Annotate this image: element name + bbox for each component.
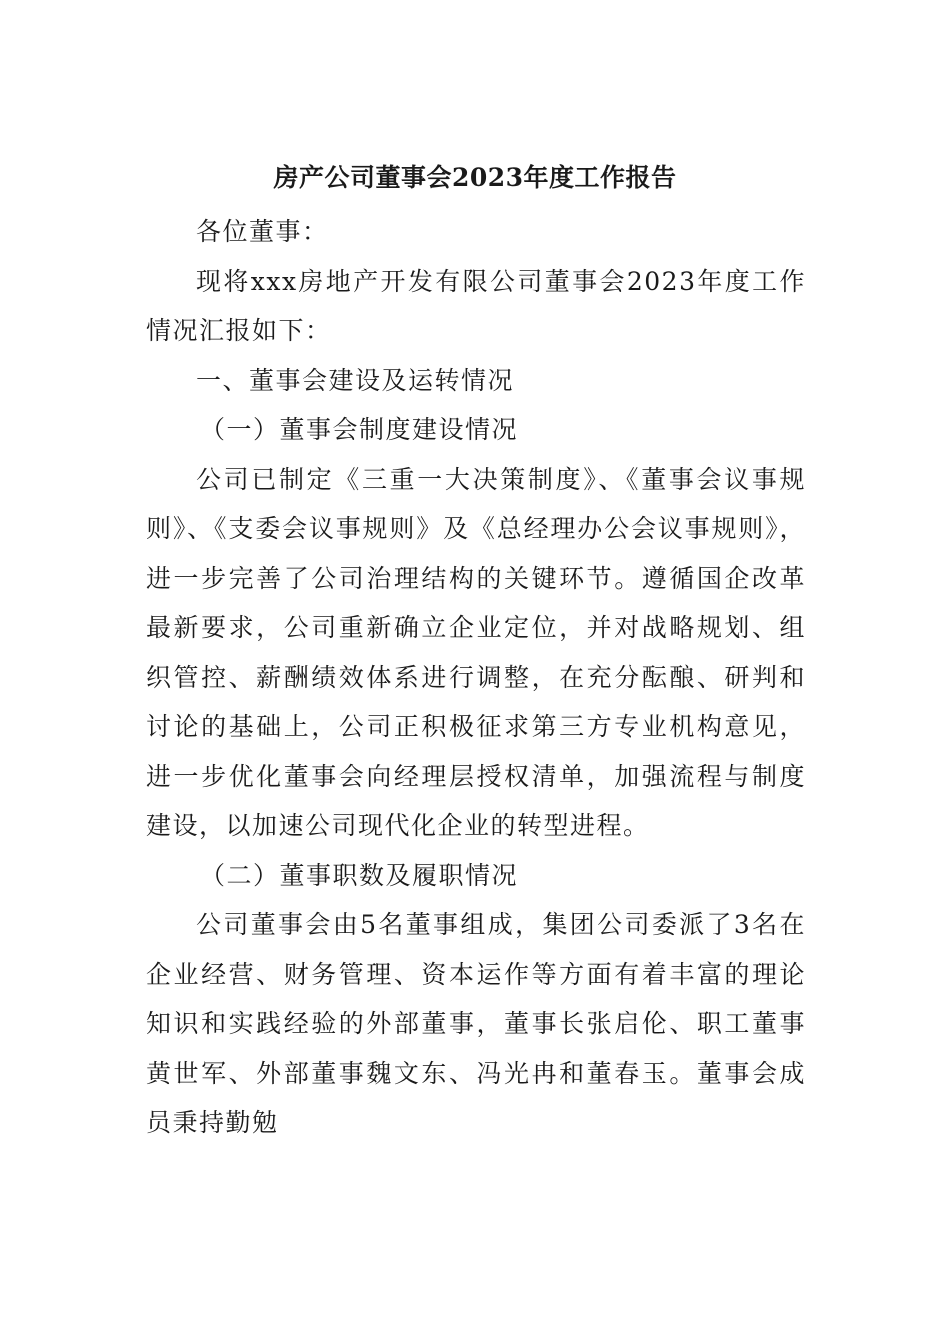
- subsection-heading-2: （二）董事职数及履职情况: [200, 860, 519, 890]
- subsection-paragraph-2: 公司董事会由5名董事组成，集团公司委派了3名在企业经营、财务管理、资本运作等方面有着丰富的理论知识和实践经验的外部董事，董事长张启伦、职工董事黄世军、外部董事魏文东、冯光冉和董春玉。董事会成员秉持勤勉: [146, 910, 806, 1137]
- salutation: 各位董事：: [196, 217, 329, 246]
- subsection-heading-1: （一）董事会制度建设情况: [200, 415, 519, 444]
- intro-paragraph: 现将xxx房地产开发有限公司董事会2023年度工作情况汇报如下：: [146, 266, 806, 345]
- document-title: 房产公司董事会2023年度工作报告: [273, 163, 677, 192]
- section-heading: 一、董事会建设及运转情况: [196, 365, 515, 395]
- subsection-paragraph-1: 公司已制定《三重一大决策制度》、《董事会议事规则》、《支委会议事规则》及《总经理办公会议事规则》，进一步完善了公司治理结构的关键环节。遵循国企改革最新要求，公司重新确立企业定位，并对战略规划、组织管控、薪酬绩效体系进行调整，在充分酝酿、研判和讨论的基础上，公司正积极征求第三方专业机构意见，进一步优化董事会向经理层授权清单，加强流程与制度建设，以加速公司现代化企业的转型进程。: [146, 464, 806, 840]
- document-body: [146, 207, 806, 1148]
